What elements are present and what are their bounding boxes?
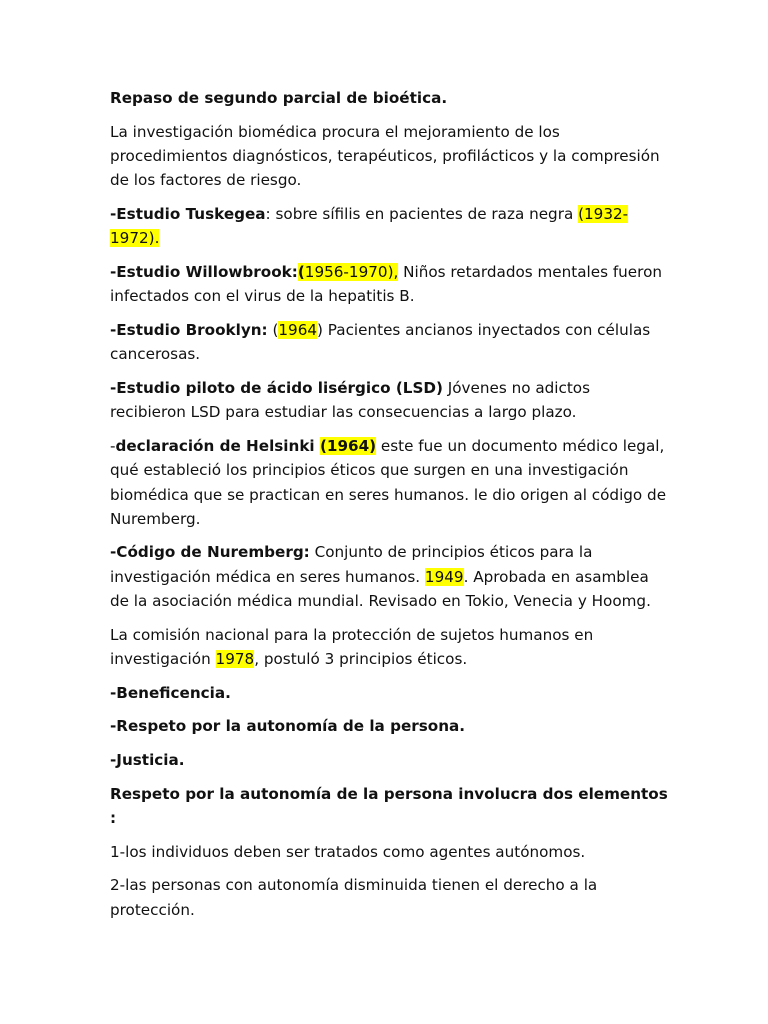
document-title: Repaso de segundo parcial de bioética. [110, 89, 448, 107]
lsd-label: -Estudio piloto de ácido lisérgico (LSD) [110, 378, 443, 397]
comision-date: 1978 [215, 650, 255, 669]
autonomy-element: 2-las personas con autonomía disminuida tienen el derecho a la protección. [110, 876, 598, 919]
nuremberg-date: 1949 [424, 567, 464, 586]
tuskegee-text: : sobre sífilis en pacientes de raza negra [265, 204, 579, 223]
comision-text-2: , postuló 3 principios éticos. [254, 650, 468, 669]
brooklyn-text: ) Pacientes ancianos inyectados con células cancerosas. [110, 320, 651, 364]
nuremberg-text-1: Conjunto de principios éticos para la investigación médica en seres humanos. [110, 543, 593, 586]
comision-text-1: La comisión nacional para la protección de sujetos humanos en investigación [110, 625, 594, 669]
brooklyn-date: 1964 [278, 320, 318, 339]
tuskegee-label: -Estudio Tuskegea [110, 204, 266, 223]
principle-item: -Beneficencia. [110, 683, 231, 702]
brooklyn-open: ( [267, 320, 279, 339]
principle-item: -Justicia. [110, 751, 185, 770]
lsd-paragraph [110, 376, 668, 425]
tuskegee-paragraph [110, 202, 668, 251]
helsinki-text: este fue un documento médico legal, qué estableció los principios éticos que surgen en una investigación biomédica que se practican en seres humanos. le dio origen al código de Nuremberg. [110, 436, 667, 528]
nuremberg-text-2: . Aprobada en asamblea de la asociación médica mundial. Revisado en Tokio, Venecia y Hoomg. [110, 567, 651, 611]
tuskegee-date: (1932-1972). [110, 204, 629, 248]
helsinki-label: declaración de Helsinki [115, 436, 320, 455]
willowbrook-paragraph [110, 260, 668, 309]
autonomy-heading: Respeto por la autonomía de la persona involucra dos elementos : [110, 784, 668, 828]
comision-paragraph [110, 623, 668, 672]
willowbrook-text: Niños retardados mentales fueron infectados con el virus de la hepatitis B. [110, 262, 662, 306]
principle-item: -Respeto por la autonomía de la persona. [110, 717, 466, 736]
lsd-text: Jóvenes no adictos recibieron LSD para estudiar las consecuencias a largo plazo. [110, 378, 591, 422]
willowbrook-label: -Estudio Willowbrook: [110, 262, 298, 281]
helsinki-paragraph [110, 434, 668, 531]
nuremberg-label: -Código de Nuremberg: [110, 543, 310, 562]
willowbrook-date-open: ( [297, 262, 305, 281]
intro-paragraph: La investigación biomédica procura el mejoramiento de los procedimientos diagnósticos, terapéuticos, profilácticos y la compresión de los factores de riesgo. [110, 122, 660, 190]
brooklyn-label: -Estudio Brooklyn: [110, 320, 268, 339]
brooklyn-paragraph [110, 318, 668, 367]
helsinki-dash: - [110, 436, 116, 455]
helsinki-date: (1964) [319, 436, 377, 455]
autonomy-element: 1-los individuos deben ser tratados como agentes autónomos. [110, 842, 586, 861]
willowbrook-date: 1956-1970), [304, 262, 399, 281]
nuremberg-paragraph [110, 540, 668, 613]
